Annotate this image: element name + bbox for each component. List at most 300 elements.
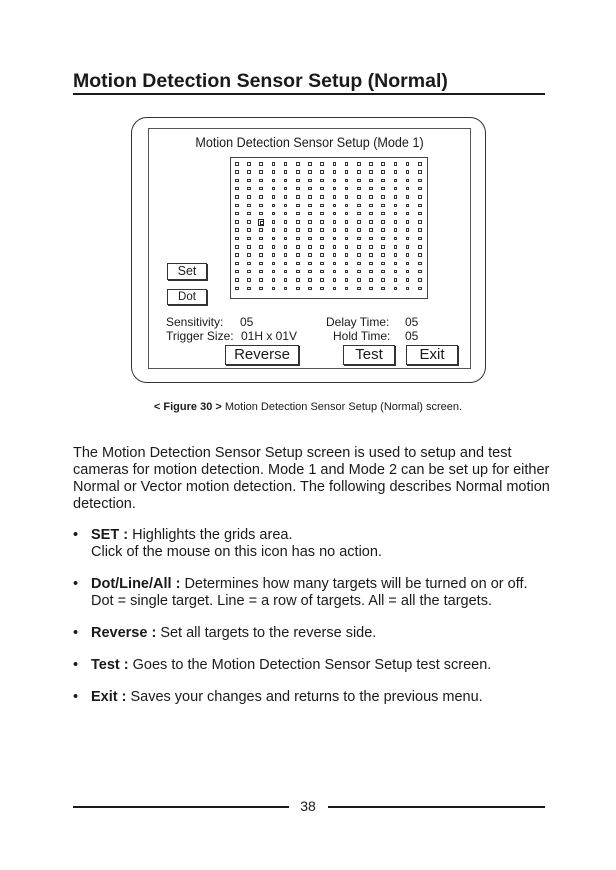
grid-target[interactable] [406,287,410,291]
grid-target[interactable] [235,212,239,216]
grid-target[interactable] [247,170,251,174]
grid-target[interactable] [357,270,361,274]
delay-time-value: 05 [405,315,419,329]
figure-caption [0,401,616,413]
grid-target[interactable] [333,253,337,257]
page-number: 38 [300,798,316,814]
figure-ref: < Figure 30 > [153,401,222,413]
grid-target[interactable] [418,162,422,166]
grid-target[interactable] [333,179,337,183]
hold-time-value: 05 [405,329,419,343]
grid-target[interactable] [357,253,361,257]
bullet-text-line2: Dot = single target. Line = a row of targets. All = all the targets. [91,593,492,609]
grid-target[interactable] [418,278,422,282]
grid-target[interactable] [296,270,300,274]
grid-target[interactable] [333,278,337,282]
grid-target[interactable] [296,287,300,291]
grid-target[interactable] [259,195,263,199]
grid-target[interactable] [308,187,312,191]
grid-target[interactable] [296,237,300,241]
grid-target[interactable] [284,179,288,183]
grid-target[interactable] [308,204,312,208]
grid-target[interactable] [381,179,385,183]
grid-target[interactable] [320,179,324,183]
grid-target[interactable] [406,162,410,166]
grid-target[interactable] [272,220,276,224]
grid-target[interactable] [406,195,410,199]
grid-target[interactable] [284,195,288,199]
grid-target[interactable] [284,162,288,166]
grid-target[interactable] [381,262,385,266]
grid-target[interactable] [320,270,324,274]
grid-target[interactable] [418,228,422,232]
intro-paragraph: The Motion Detection Sensor Setup screen is used to setup and test cameras for motion detection. Mode 1 and Mode 2 can be set up for either Normal or Vector motion detection. The following describes Normal motion detection. [73,445,550,512]
grid-target[interactable] [284,220,288,224]
grid-target[interactable] [272,253,276,257]
grid-target[interactable] [308,262,312,266]
grid-target[interactable] [259,253,263,257]
grid-target[interactable] [406,187,410,191]
grid-target[interactable] [418,204,422,208]
grid-target[interactable] [333,262,337,266]
grid-target[interactable] [235,187,239,191]
grid-target[interactable] [247,187,251,191]
grid-target[interactable] [320,262,324,266]
grid-target[interactable] [320,170,324,174]
grid-target[interactable] [406,179,410,183]
grid-target[interactable] [381,162,385,166]
grid-target[interactable] [381,170,385,174]
grid-target[interactable] [406,270,410,274]
grid-target[interactable] [308,212,312,216]
grid-target[interactable] [406,204,410,208]
grid-target[interactable] [381,245,385,249]
set-button[interactable]: Set [167,263,207,280]
grid-target[interactable] [247,212,251,216]
grid-target[interactable] [320,237,324,241]
grid-target[interactable] [381,220,385,224]
grid-target[interactable] [235,270,239,274]
bullet-term: Dot/Line/All : [91,576,181,592]
grid-target[interactable] [394,179,398,183]
grid-target[interactable] [272,228,276,232]
grid-target[interactable] [247,287,251,291]
grid-target[interactable] [296,278,300,282]
grid-target[interactable] [406,237,410,241]
grid-target[interactable] [259,170,263,174]
grid-target[interactable] [406,253,410,257]
grid-target[interactable] [418,245,422,249]
grid-target[interactable] [357,278,361,282]
grid-target[interactable] [235,278,239,282]
grid-target[interactable] [235,262,239,266]
grid-target[interactable] [357,287,361,291]
grid-target[interactable] [418,212,422,216]
grid-target[interactable] [272,187,276,191]
grid-target[interactable] [272,278,276,282]
grid-target[interactable] [272,195,276,199]
grid-target[interactable] [369,162,373,166]
grid-target[interactable] [308,278,312,282]
grid-target[interactable] [284,228,288,232]
grid-target[interactable] [394,287,398,291]
grid-target[interactable] [418,237,422,241]
grid-target[interactable] [369,262,373,266]
grid-target[interactable] [345,220,349,224]
grid-target-highlighted[interactable] [258,219,264,226]
bullet-text: Determines how many targets will be turned on or off. [180,576,528,592]
grid-target[interactable] [369,237,373,241]
grid-target[interactable] [369,212,373,216]
bullet-reverse [73,625,553,642]
grid-target[interactable] [272,170,276,174]
grid-target[interactable] [345,287,349,291]
grid-target[interactable] [296,253,300,257]
grid-target[interactable] [247,195,251,199]
grid-target[interactable] [394,204,398,208]
motion-grid[interactable] [230,157,428,299]
grid-target[interactable] [272,245,276,249]
grid-target[interactable] [357,170,361,174]
grid-target[interactable] [381,212,385,216]
grid-target[interactable] [357,179,361,183]
grid-target[interactable] [259,187,263,191]
grid-target[interactable] [394,212,398,216]
grid-target[interactable] [369,220,373,224]
grid-target[interactable] [418,220,422,224]
grid-target[interactable] [345,228,349,232]
grid-target[interactable] [381,287,385,291]
grid-target[interactable] [320,212,324,216]
bullet-term: Exit : [91,689,127,705]
grid-target[interactable] [369,287,373,291]
delay-time-label: Delay Time: [326,315,390,329]
grid-target[interactable] [369,179,373,183]
grid-target[interactable] [357,228,361,232]
grid-target[interactable] [247,270,251,274]
grid-target[interactable] [345,187,349,191]
grid-target[interactable] [320,162,324,166]
grid-target[interactable] [381,278,385,282]
grid-target[interactable] [418,262,422,266]
grid-target[interactable] [406,220,410,224]
grid-target[interactable] [296,228,300,232]
grid-target[interactable] [247,262,251,266]
grid-target[interactable] [333,220,337,224]
grid-target[interactable] [394,253,398,257]
grid-target[interactable] [369,204,373,208]
grid-target[interactable] [333,187,337,191]
grid-target[interactable] [381,237,385,241]
grid-target[interactable] [345,170,349,174]
grid-target[interactable] [333,204,337,208]
grid-target[interactable] [394,220,398,224]
grid-target[interactable] [247,278,251,282]
bullet-dot-line-all [73,576,553,610]
bullet-exit [73,689,553,706]
grid-target[interactable] [369,270,373,274]
grid-target[interactable] [259,262,263,266]
grid-target[interactable] [247,162,251,166]
grid-target[interactable] [308,270,312,274]
title-underline [73,93,545,95]
grid-target[interactable] [259,162,263,166]
grid-target[interactable] [308,162,312,166]
grid-target[interactable] [369,278,373,282]
grid-target[interactable] [320,220,324,224]
grid-target[interactable] [247,253,251,257]
dot-button[interactable]: Dot [167,289,207,305]
page-title: Motion Detection Sensor Setup (Normal) [73,70,448,92]
bullet-text: Saves your changes and returns to the previous menu. [126,689,483,705]
grid-target[interactable] [284,262,288,266]
grid-target[interactable] [345,237,349,241]
grid-target[interactable] [418,170,422,174]
grid-target[interactable] [394,170,398,174]
grid-target[interactable] [259,212,263,216]
grid-target[interactable] [345,253,349,257]
grid-target[interactable] [345,245,349,249]
grid-target[interactable] [272,204,276,208]
grid-target[interactable] [345,204,349,208]
grid-target[interactable] [381,253,385,257]
grid-target[interactable] [235,237,239,241]
grid-target[interactable] [357,245,361,249]
grid-target[interactable] [320,204,324,208]
screen-title: Motion Detection Sensor Setup (Mode 1) [195,134,424,150]
sensitivity-label: Sensitivity: [166,315,224,329]
trigger-size-value: 01H x 01V [241,329,298,343]
grid-target[interactable] [272,162,276,166]
grid-target[interactable] [296,187,300,191]
grid-target[interactable] [284,237,288,241]
grid-target[interactable] [381,195,385,199]
grid-target[interactable] [284,287,288,291]
grid-target[interactable] [369,195,373,199]
grid-target[interactable] [235,287,239,291]
grid-target[interactable] [345,195,349,199]
hold-time-label: Hold Time: [333,329,391,343]
reverse-button[interactable]: Reverse [225,345,299,365]
grid-target[interactable] [418,179,422,183]
bullet-text: Highlights the grids area. [128,527,293,543]
grid-target[interactable] [320,253,324,257]
grid-target[interactable] [394,187,398,191]
grid-target[interactable] [259,204,263,208]
grid-target[interactable] [284,278,288,282]
grid-target[interactable] [369,253,373,257]
grid-target[interactable] [284,170,288,174]
grid-target[interactable] [247,245,251,249]
grid-target[interactable] [296,204,300,208]
bullet-marker: • [73,527,79,543]
grid-target[interactable] [406,212,410,216]
grid-target[interactable] [345,162,349,166]
trigger-size-label: Trigger Size: [166,329,234,343]
sensitivity-value: 05 [240,315,254,329]
grid-target[interactable] [320,228,324,232]
grid-target[interactable] [357,220,361,224]
grid-target[interactable] [296,162,300,166]
grid-target[interactable] [381,270,385,274]
grid-target[interactable] [308,237,312,241]
grid-target[interactable] [394,270,398,274]
grid-target[interactable] [284,204,288,208]
grid-target[interactable] [418,270,422,274]
bullet-marker: • [73,657,79,673]
grid-target[interactable] [284,212,288,216]
grid-target[interactable] [333,287,337,291]
grid-target[interactable] [320,245,324,249]
grid-target[interactable] [235,253,239,257]
grid-target[interactable] [320,195,324,199]
grid-target[interactable] [345,278,349,282]
grid-target[interactable] [394,195,398,199]
grid-target[interactable] [406,278,410,282]
grid-target[interactable] [418,187,422,191]
grid-target[interactable] [308,195,312,199]
grid-target[interactable] [381,228,385,232]
grid-target[interactable] [369,245,373,249]
bullet-set [73,527,553,561]
grid-target[interactable] [296,262,300,266]
test-button[interactable]: Test [343,345,395,365]
grid-target[interactable] [308,170,312,174]
grid-target[interactable] [418,195,422,199]
grid-target[interactable] [259,237,263,241]
grid-target[interactable] [406,228,410,232]
grid-target[interactable] [235,195,239,199]
grid-target[interactable] [296,220,300,224]
grid-target[interactable] [308,220,312,224]
grid-target[interactable] [272,237,276,241]
grid-target[interactable] [357,204,361,208]
grid-target[interactable] [333,245,337,249]
grid-target[interactable] [284,253,288,257]
grid-target[interactable] [333,228,337,232]
bullet-marker: • [73,625,79,641]
exit-button[interactable]: Exit [406,345,458,365]
grid-target[interactable] [320,187,324,191]
grid-target[interactable] [345,262,349,266]
grid-target[interactable] [308,179,312,183]
grid-target[interactable] [394,245,398,249]
grid-target[interactable] [259,287,263,291]
grid-target[interactable] [296,170,300,174]
bullet-text: Goes to the Motion Detection Sensor Setup test screen. [128,657,492,673]
grid-target[interactable] [284,187,288,191]
grid-target[interactable] [296,195,300,199]
grid-target[interactable] [247,228,251,232]
grid-target[interactable] [272,179,276,183]
grid-target[interactable] [418,253,422,257]
grid-target[interactable] [345,270,349,274]
grid-target[interactable] [247,204,251,208]
grid-target[interactable] [357,237,361,241]
grid-target[interactable] [296,179,300,183]
grid-target[interactable] [333,212,337,216]
grid-target[interactable] [357,262,361,266]
grid-target[interactable] [345,212,349,216]
grid-target[interactable] [308,287,312,291]
grid-target[interactable] [235,170,239,174]
grid-target[interactable] [235,228,239,232]
grid-target[interactable] [259,179,263,183]
figure-caption-text: Motion Detection Sensor Setup (Normal) screen. [221,401,463,413]
grid-target[interactable] [333,162,337,166]
grid-target[interactable] [394,162,398,166]
grid-target[interactable] [357,212,361,216]
grid-target[interactable] [296,212,300,216]
footer-rule-right [328,806,545,808]
grid-target[interactable] [333,170,337,174]
grid-target[interactable] [308,253,312,257]
grid-target[interactable] [381,204,385,208]
grid-target[interactable] [235,245,239,249]
grid-target[interactable] [235,179,239,183]
grid-target[interactable] [247,220,251,224]
grid-target[interactable] [284,270,288,274]
grid-target[interactable] [418,287,422,291]
grid-target[interactable] [406,170,410,174]
grid-target[interactable] [333,237,337,241]
bullet-marker: • [73,576,79,592]
grid-target[interactable] [247,179,251,183]
grid-target[interactable] [320,278,324,282]
grid-target[interactable] [284,245,288,249]
grid-target[interactable] [272,270,276,274]
grid-target[interactable] [259,245,263,249]
bullet-test [73,657,553,674]
grid-target[interactable] [394,237,398,241]
grid-target[interactable] [406,262,410,266]
grid-target[interactable] [247,237,251,241]
grid-target[interactable] [357,187,361,191]
grid-target[interactable] [357,195,361,199]
grid-target[interactable] [259,228,263,232]
grid-target[interactable] [259,278,263,282]
grid-target[interactable] [357,162,361,166]
grid-target[interactable] [369,228,373,232]
bullet-term: SET : [91,527,129,543]
bullet-text: Set all targets to the reverse side. [156,625,377,641]
bullet-text-line2: Click of the mouse on this icon has no action. [91,544,382,560]
grid-target[interactable] [394,262,398,266]
bullet-term: Test : [91,657,129,673]
grid-target[interactable] [259,270,263,274]
grid-target[interactable] [296,245,300,249]
grid-target[interactable] [381,187,385,191]
grid-target[interactable] [369,170,373,174]
grid-target[interactable] [308,245,312,249]
grid-target[interactable] [272,287,276,291]
grid-target[interactable] [394,228,398,232]
grid-target[interactable] [406,245,410,249]
grid-target[interactable] [235,220,239,224]
grid-target[interactable] [394,278,398,282]
grid-target[interactable] [333,195,337,199]
grid-target[interactable] [235,204,239,208]
grid-target[interactable] [333,270,337,274]
grid-target[interactable] [308,228,312,232]
grid-target[interactable] [272,262,276,266]
grid-target[interactable] [235,162,239,166]
grid-target[interactable] [369,187,373,191]
grid-target[interactable] [272,212,276,216]
grid-target[interactable] [320,287,324,291]
bullet-marker: • [73,689,79,705]
grid-target[interactable] [345,179,349,183]
